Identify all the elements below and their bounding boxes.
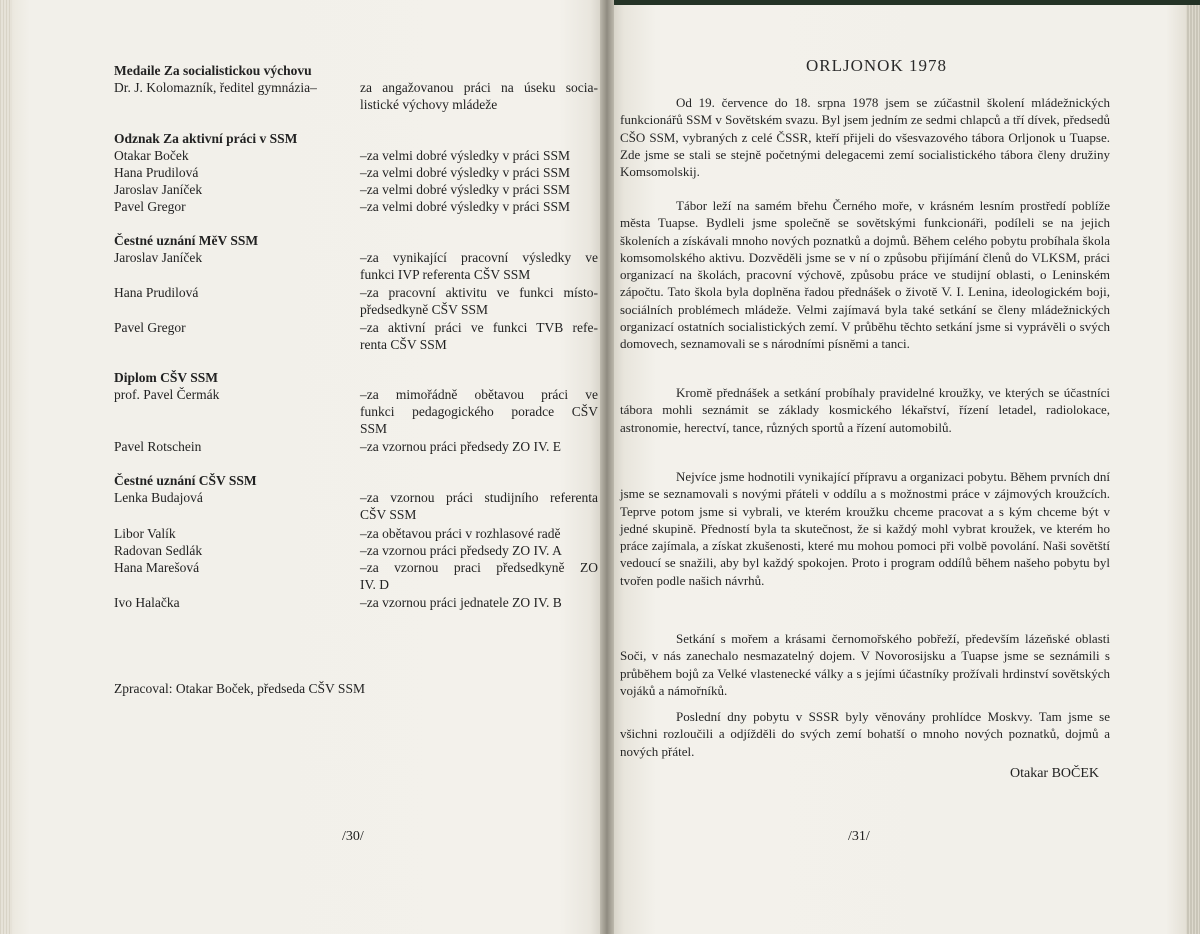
paragraph-text: Od 19. července do 18. srpna 1978 jsem se zúčastnil školení mládežnických funkcionářů SSM v Sovětském svazu. Byl jsem jedním ze sedmi chlapců a tří dívek, předsedů CŠO SSM, vybraných z celé ČSSR, kteří přijeli do všesvazového tábora Orljonok u Tuapse. Zde jsme se stali se stejně početnými delegacemi zemí socialistického tábora členy družiny Komsomolskij.: [620, 95, 1110, 180]
award-desc: renta CŠV SSM: [360, 337, 447, 352]
book-gutter: [600, 0, 614, 934]
section-title: Odznak Za aktivní práci v SSM: [114, 131, 298, 146]
page-number-right: /31/: [848, 829, 870, 844]
paragraph-text: Kromě přednášek a setkání probíhaly pravidelné kroužky, ve kterých se účastníci tábora mohli seznámit se základy kosmického lékařství, řízení letadel, radiolokace, astronomie, herectví, tance, různých sportů a řízení automobilů.: [620, 385, 1110, 435]
article-author: Otakar BOČEK: [1010, 766, 1100, 781]
award-desc: –za velmi dobré výsledky v práci SSM: [360, 148, 570, 163]
award-name: Libor Valík: [114, 526, 176, 541]
award-desc: –za obětavou práci v rozhlasové radě: [360, 526, 561, 541]
award-name: Dr. J. Kolomazník, ředitel gymnázia–: [114, 80, 317, 95]
article-paragraph: [620, 468, 1110, 589]
section-title: Čestné uznání MěV SSM: [114, 233, 259, 248]
award-desc: –za pracovní aktivitu ve funkci místo-: [360, 285, 598, 300]
paragraph-text: Tábor leží na samém břehu Černého moře, v krásném lesním prostředí poblíže města Tuapse. Bydleli jsme společně se sovětskými funkcionáři, podíleli se na jejich školeních a získávali mnoho nových poznatků a dojmů. Během celého pobytu probíhala škola komsomolského aktivu. Dozvěděli jsme se v ní o způsobu přijímání členů do VLKSM, práci organizací na školách, pracovní výchově, způsobu práce ve studijní oblasti, o Leninském zápočtu. Tato škola byla doplněna řadou přednášek o životě V. I. Lenina, ideologickém boji, sociálních problémech mládeže. Velmi zajímavá byla také setkání se členy mládežnických organizací ostatních socialistických zemí. V průběhu těchto setkání jsme si vyprávěli o svých domovech, seznamovali se s národními písněmi a tanci.: [620, 198, 1110, 352]
award-name: Jaroslav Janíček: [114, 182, 203, 197]
award-desc: za angažovanou práci na úseku socia-: [360, 80, 598, 95]
award-desc: –za velmi dobré výsledky v práci SSM: [360, 182, 570, 197]
award-name: Ivo Halačka: [114, 595, 180, 610]
award-desc: –za vzornou práci předsedy ZO IV. E: [360, 439, 562, 454]
award-name: Pavel Rotschein: [114, 439, 202, 454]
award-name: Hana Marešová: [114, 560, 200, 575]
paragraph-text: Nejvíce jsme hodnotili vynikající přípravu a organizaci pobytu. Během prvních dní jsme se seznamovali s novými přáteli v oddílu a s možnostmi práce v zájmových kroužcích. Teprve potom jsme si vybrali, ve kterém kroužku chceme pracovat a s kým chceme být v jedné skupině. Předností byla ta skutečnost, že si každý mohl vybrat kroužek, ve kterém ho práce zajímala, a získat zkušenosti, které mu mohou pomoci při volbě povolání. Naši sovětští vedoucí se snažili, aby byl každý spokojen. Proto i program oddílů během našeho pobytu byl tvořen podle našich návrhů.: [620, 469, 1110, 588]
article-paragraph: [620, 630, 1110, 699]
award-desc: –za mimořádně obětavou práci ve: [360, 387, 598, 402]
award-name: Hana Prudilová: [114, 165, 199, 180]
article-paragraph: [620, 384, 1110, 436]
award-desc: předsedkyně CŠV SSM: [360, 302, 489, 317]
compiled-by: Zpracoval: Otakar Boček, předseda CŠV SSM: [114, 681, 365, 696]
award-desc: –za aktivní práci ve funkci TVB refe-: [360, 320, 598, 335]
award-name: prof. Pavel Čermák: [114, 387, 220, 402]
award-name: Lenka Budajová: [114, 490, 203, 505]
left-page-edges: [0, 0, 12, 934]
paragraph-text: Setkání s mořem a krásami černomořského pobřeží, především lázeňské oblasti Soči, v nás zanechalo nesmazatelný dojem. V Novorosijsku a Tuapse jsme se seznámili s průběhem bojů za Velké vlastenecké války a s jejími účastníky prožívali hrdinství sovětských vojáků a námořníků.: [620, 631, 1110, 698]
article-paragraph: [620, 94, 1110, 180]
award-desc: –za vzornou práci studijního referenta: [360, 490, 598, 505]
award-desc: listické výchovy mládeže: [360, 97, 498, 112]
article-paragraph: [620, 708, 1110, 760]
award-desc: –za velmi dobré výsledky v práci SSM: [360, 165, 570, 180]
award-desc: –za velmi dobré výsledky v práci SSM: [360, 199, 570, 214]
award-desc: –za vzornou práci jednatele ZO IV. B: [360, 595, 562, 610]
paragraph-text: Poslední dny pobytu v SSSR byly věnovány prohlídce Moskvy. Tam jsme se všichni rozloučili a odjížděli do svých zemí bohatší o mnoho nových poznatků, dojmů a nových přátel.: [620, 709, 1110, 759]
award-name: Radovan Sedlák: [114, 543, 203, 558]
award-desc: –za vzornou praci předsedkyně ZO: [360, 560, 598, 575]
award-desc: –za vzornou práci předsedy ZO IV. A: [360, 543, 562, 558]
section-title: Čestné uznání CŠV SSM: [114, 473, 257, 488]
award-name: Jaroslav Janíček: [114, 250, 203, 265]
section-title: Medaile Za socialistickou výchovu: [114, 63, 312, 78]
award-name: Otakar Boček: [114, 148, 189, 163]
award-desc: funkci IVP referenta CŠV SSM: [360, 267, 531, 282]
award-name: Pavel Gregor: [114, 320, 186, 335]
cover-edge: [614, 0, 1200, 5]
award-desc: IV. D: [360, 577, 390, 592]
section-title: Diplom CŠV SSM: [114, 370, 219, 385]
award-desc: SSM: [360, 421, 388, 436]
right-page-edges: [1186, 0, 1200, 934]
award-desc: –za vynikající pracovní výsledky ve: [360, 250, 598, 265]
article-paragraph: [620, 197, 1110, 353]
page-number-left: /30/: [342, 829, 364, 844]
article-title: ORLJONOK 1978: [806, 56, 947, 75]
award-name: Pavel Gregor: [114, 199, 186, 214]
award-desc: funkci pedagogického poradce CŠV: [360, 404, 598, 419]
award-name: Hana Prudilová: [114, 285, 199, 300]
award-desc: CŠV SSM: [360, 507, 417, 522]
